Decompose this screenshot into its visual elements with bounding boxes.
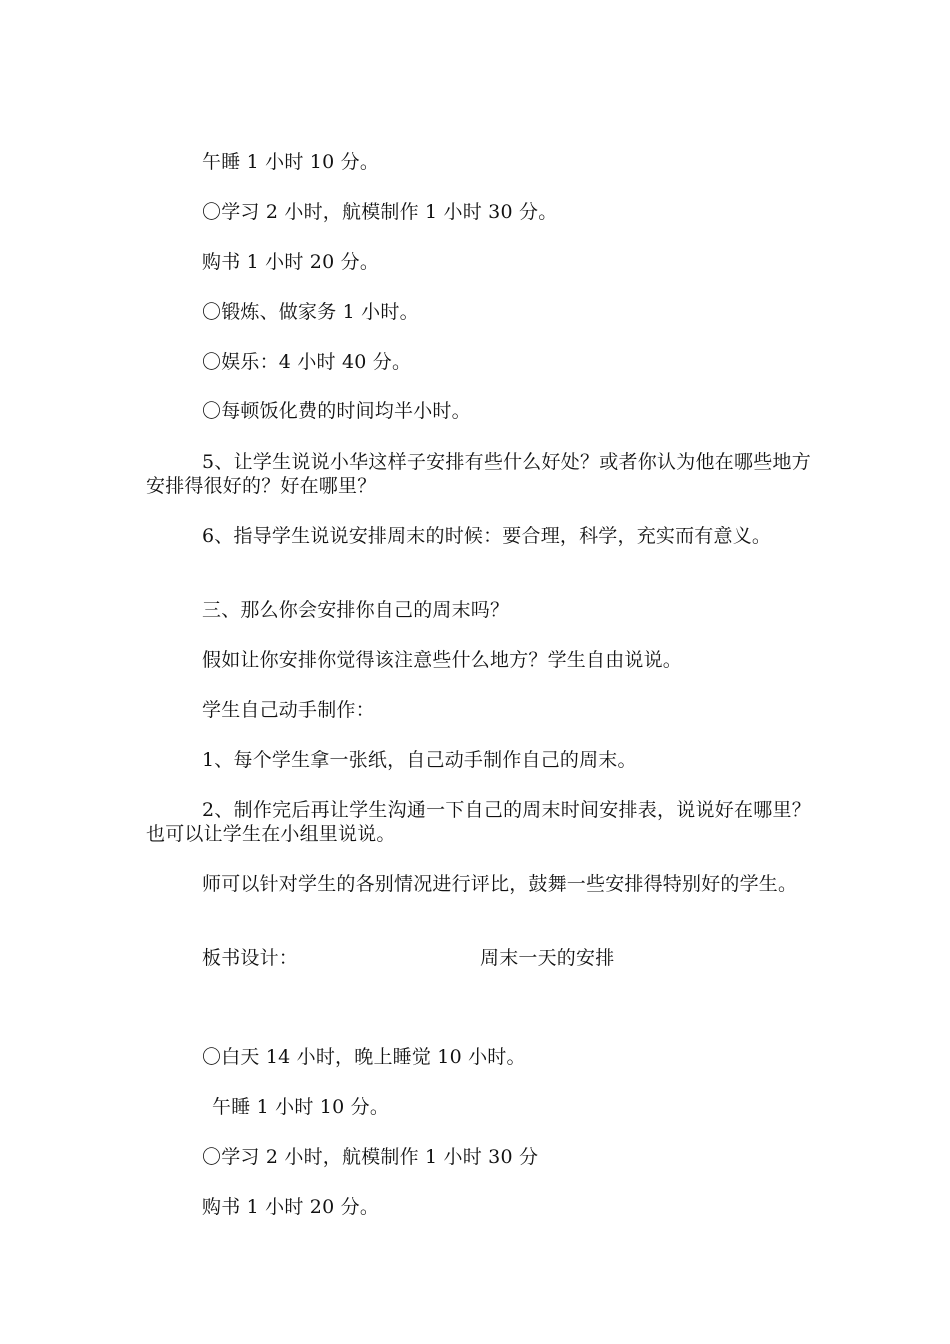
text-line: 假如让你安排你觉得该注意些什么地方？学生自由说说。 [202,649,683,671]
text-line: 〇锻炼、做家务 1 小时。 [202,301,419,323]
text-line: 〇娱乐：4 小时 40 分。 [202,351,412,373]
text-line: 午睡 1 小时 10 分。 [202,151,380,173]
board-design-label: 板书设计： [202,947,299,969]
paragraph: 师可以针对学生的各别情况进行评比，鼓舞一些安排得特别好的学生。 [202,873,798,895]
paragraph: 5、让学生说说小华这样子安排有些什么好处？或者你认为他在哪些地方安排得很好的？好在哪里？ [146,451,811,497]
text-line: 购书 1 小时 20 分。 [202,251,380,273]
text-line: 1、每个学生拿一张纸，自己动手制作自己的周末。 [202,749,637,771]
text-line: 午睡 1 小时 10 分。 [212,1096,390,1118]
text-line: 〇白天 14 小时，晚上睡觉 10 小时。 [202,1046,526,1068]
text-line: 〇每顿饭化费的时间均半小时。 [202,400,471,422]
text-line: 购书 1 小时 20 分。 [202,1196,380,1218]
text-line: 〇学习 2 小时，航模制作 1 小时 30 分 [202,1146,539,1168]
text-line: 学生自己动手制作： [202,699,375,721]
board-design-title: 周末一天的安排 [480,947,615,969]
text-line: 〇学习 2 小时，航模制作 1 小时 30 分。 [202,201,558,223]
paragraph: 6、指导学生说说安排周末的时候：要合理，科学，充实而有意义。 [202,525,772,547]
text-line: 三、那么你会安排你自己的周末吗？ [202,599,510,621]
paragraph: 2、制作完后再让学生沟通一下自己的周末时间安排表，说说好在哪里？也可以让学生在小组里说说。 [146,799,811,845]
